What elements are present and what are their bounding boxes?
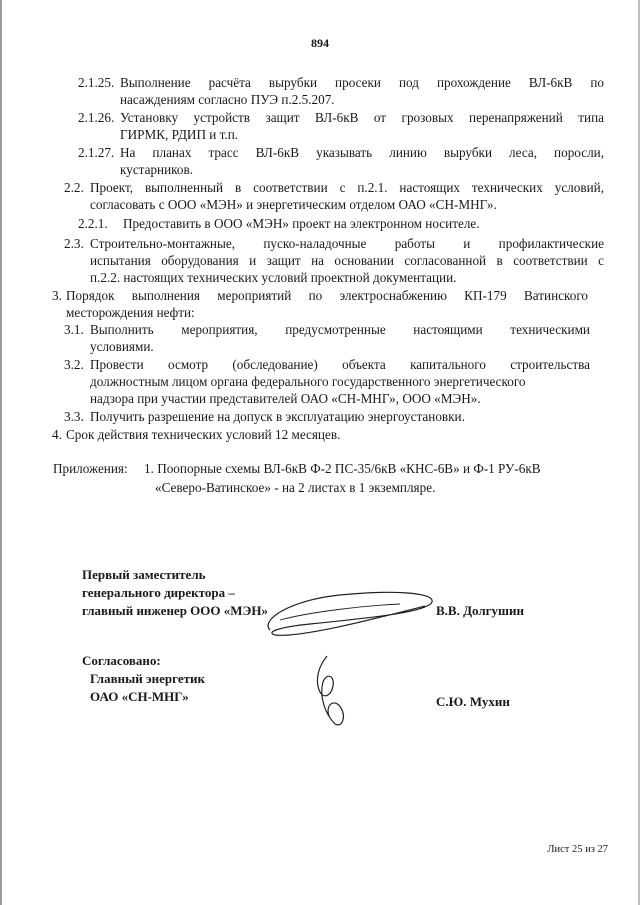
item-text-line: Проект, выполненный в соответствии с п.2.1. настоящих технических условий, (90, 180, 604, 195)
signatory-name: В.В. Долгушин (436, 603, 525, 618)
item-number: 3.2. (64, 357, 84, 372)
item-text-line: испытания оборудования и защит на основании согласованной в соответствии с (90, 253, 604, 268)
item-number: 2.1.25. (78, 75, 115, 90)
item-text-line: Установку устройств защит ВЛ-6кВ от грозовых перенапряжений типа (120, 110, 604, 125)
item-text-line: надзора при участии представителей ОАО «СН-МНГ», ООО «МЭН». (90, 391, 481, 406)
item-text-line: Порядок выполнения мероприятий по электроснабжению КП-179 Ватинского (66, 288, 588, 303)
item-text-line: Предоставить в ООО «МЭН» проект на электронном носителе. (123, 216, 480, 231)
sheet-counter: Лист 25 из 27 (547, 844, 608, 855)
item-number: 2.2.1. (78, 216, 108, 231)
item-text-line: согласовать с ООО «МЭН» и энергетическим отделом ОАО «СН-МНГ». (90, 197, 497, 212)
item-text-line: Выполнение расчёта вырубки просеки под прохождение ВЛ-6кВ по (120, 75, 604, 90)
item-number: 2.1.26. (78, 110, 115, 125)
attachments-label: Приложения: (53, 461, 128, 476)
scan-edge-left (0, 0, 2, 905)
item-number: 3. (52, 288, 62, 303)
item-text-line: Выполнить мероприятия, предусмотренные настоящими техническими (90, 322, 590, 337)
item-text-line: ГИРМК, РДИП и т.п. (120, 127, 239, 142)
item-text-line: месторождения нефти: (66, 305, 195, 320)
item-text-line: Строительно-монтажные, пуско-наладочные работы и профилактические (90, 236, 604, 251)
item-text-line: должностным лицом органа федерального государственного энергетического (90, 374, 526, 389)
signatory-title-line: ОАО «СН-МНГ» (90, 689, 189, 704)
item-text-line: кустарников. (120, 162, 194, 177)
handwritten-signature-2 (305, 652, 355, 730)
item-text-line: Провести осмотр (обследование) объекта капитального строительства (90, 357, 590, 372)
item-text-line: насаждениям согласно ПУЭ п.2.5.207. (120, 92, 335, 107)
attachment-line: 1. Поопорные схемы ВЛ-6кВ Ф-2 ПС-35/6кВ «КНС-6В» и Ф-1 РУ-6кВ (144, 461, 541, 476)
signatory-title-line: генерального директора – (82, 585, 235, 600)
item-text-line: условиями. (90, 339, 154, 354)
item-number: 3.1. (64, 322, 84, 337)
item-text-line: Срок действия технических условий 12 месяцев. (66, 427, 341, 442)
signatory-name: С.Ю. Мухин (436, 694, 510, 709)
item-number: 3.3. (64, 409, 84, 424)
handwritten-signature-1 (250, 580, 440, 640)
page-number: 894 (311, 36, 329, 50)
item-number: 2.1.27. (78, 145, 115, 160)
approval-label: Согласовано: (82, 653, 161, 668)
item-text-line: п.2.2. настоящих технических условий проектной документации. (90, 270, 457, 285)
item-text-line: Получить разрешение на допуск в эксплуатацию энергоустановки. (90, 409, 465, 424)
item-number: 2.2. (64, 180, 84, 195)
attachment-line: «Северо-Ватинское» - на 2 листах в 1 экземпляре. (155, 480, 436, 495)
signatory-title-line: главный инженер ООО «МЭН» (82, 603, 268, 618)
item-number: 4. (52, 427, 62, 442)
signatory-title-line: Первый заместитель (82, 567, 206, 582)
item-text-line: На планах трасс ВЛ-6кВ указывать линию вырубки леса, поросли, (120, 145, 604, 160)
signatory-title-line: Главный энергетик (90, 671, 205, 686)
item-number: 2.3. (64, 236, 84, 251)
